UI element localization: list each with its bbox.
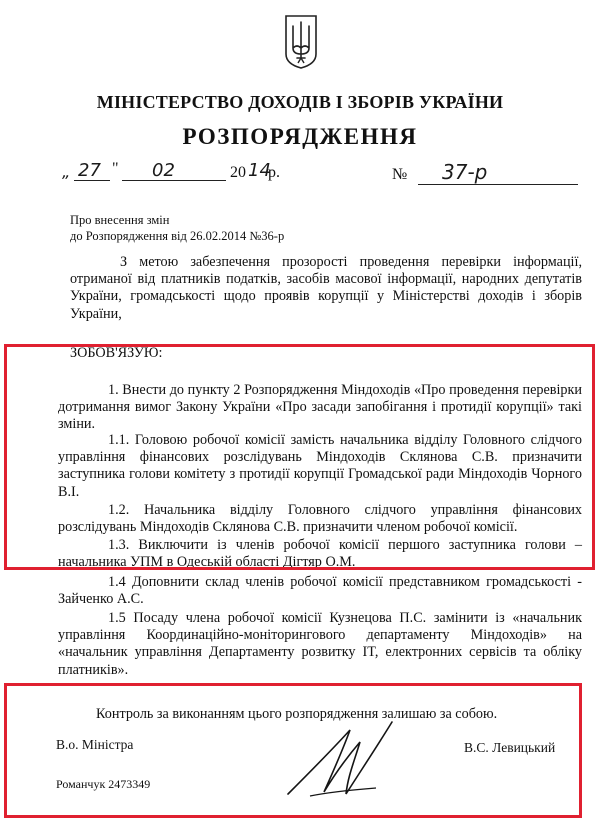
control-statement: Контроль за виконанням цього розпорядження залишаю за собою.: [96, 706, 498, 722]
signatory-name: В.С. Левицький: [464, 740, 556, 755]
item-1-2: 1.2. Начальника відділу Головного слідчого управління фінансових розслідувань Міндоходів Склянова С.В. призначити членом робочої комісії.: [58, 502, 582, 536]
date-year-suffix: 14: [248, 160, 271, 181]
trident-emblem-icon: [284, 14, 318, 70]
item-1-4: 1.4 Доповнити склад членів робочої комісії представником громадськості - Зайченко А.С.: [58, 574, 582, 608]
preamble-paragraph: З метою забезпечення прозорості проведення перевірки інформації, отриманої від платників податків, засобів масової інформації, народних депутатів України, громадськості щодо проявів корупції у Міністерстві доходів і зборів України,: [70, 254, 582, 322]
subject-line-1: Про внесення змін: [70, 213, 170, 227]
number-value: 37-р: [442, 160, 488, 184]
date-year-unit: р.: [268, 164, 280, 181]
subject-block: [70, 212, 284, 244]
date-month: 02: [152, 160, 175, 181]
item-1-5: 1.5 Посаду члена робочої комісії Кузнецова П.С. замінити із «начальник управління Координаційно-моніторингового департаменту Міндоходів» на «начальник управління Департаменту розвитку IT, електронних сервісів та обліку платників».: [58, 610, 582, 678]
date-year-prefix: 20: [230, 164, 246, 181]
order-number: [392, 162, 592, 186]
document-type-title: РОЗПОРЯДЖЕННЯ: [182, 124, 418, 149]
signatory-position: В.о. Міністра: [56, 737, 134, 752]
item-1: 1. Внести до пункту 2 Розпорядження Міндоходів «Про проведення перевірки дотримання вимог Закону України «Про засади запобігання і протидії корупції» такі зміни.: [58, 382, 582, 433]
highlight-box-signature: [4, 683, 582, 818]
oblige-heading: ЗОБОВ'ЯЗУЮ:: [70, 345, 163, 361]
item-1-1: 1.1. Головою робочої комісії замість начальника відділу Головного слідчого управління фінансових розслідувань Міндоходів Склянова С.В. призначити заступника голови комітету з протидії корупції Громадської ради Міндоходів Чорного В.І.: [58, 432, 582, 500]
subject-line-2: до Розпорядження від 26.02.2014 №36-р: [70, 229, 285, 243]
order-date: [60, 162, 320, 186]
highlight-box-amendments: [4, 344, 595, 570]
item-1-3: 1.3. Виключити із членів робочої комісії першого заступника голови – начальника УПМ в Одеській області Дігтяр О.М.: [58, 537, 582, 571]
date-open-quote: „: [62, 162, 71, 181]
number-sign: №: [392, 166, 408, 183]
date-close-quote: ": [112, 160, 119, 177]
date-day: 27: [78, 160, 101, 181]
ministry-name: МІНІСТЕРСТВО ДОХОДІВ І ЗБОРІВ УКРАЇНИ: [96, 92, 504, 112]
executor-contact: Романчук 2473349: [56, 777, 151, 791]
